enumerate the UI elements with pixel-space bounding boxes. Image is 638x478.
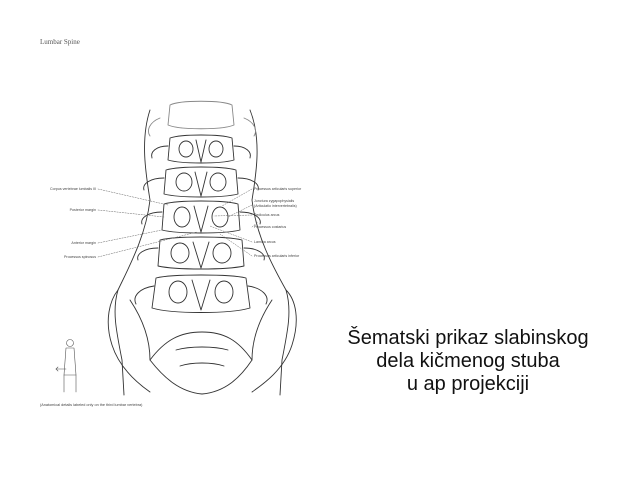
vertebra-l4	[138, 237, 265, 269]
vertebra-top	[148, 101, 255, 136]
label-processus-spinosus: Processus spinosus	[64, 255, 96, 259]
label-lamina-arcus: Lamina arcus	[254, 240, 276, 244]
left-iliac-wing	[108, 290, 150, 392]
slide-caption	[336, 327, 600, 396]
label-processus-articularis-inferior: Processus articularis inferior	[254, 254, 300, 258]
left-outline	[115, 110, 150, 395]
caption-line-2: dela kičmenog stuba	[376, 350, 560, 372]
label-anterior-margin: Anterior margin	[71, 241, 96, 245]
caption-line-3: u ap projekciji	[406, 373, 530, 395]
figure-title: Lumbar Spine	[40, 38, 80, 46]
vertebra-l2	[144, 167, 259, 197]
right-sacroiliac	[252, 300, 272, 360]
label-corpus-vertebrae: Corpus vertebrae lumbalis III	[50, 187, 96, 191]
label-processus-articularis-superior: Processus articularis superior	[254, 187, 302, 191]
figure-note: (Anatomical details labeled only on the third lumbar vertebra)	[40, 403, 143, 407]
label-articulatio-intervertebralis: (Articulatio intervertebralis)	[254, 204, 297, 208]
right-iliac-wing	[252, 290, 296, 392]
vertebra-l5	[135, 275, 267, 313]
left-sacroiliac	[130, 300, 150, 360]
label-posterior-margin: Posterior margin	[69, 208, 96, 212]
reference-figure	[56, 340, 76, 393]
right-outline	[250, 110, 289, 395]
vertebra-l1	[152, 135, 251, 163]
label-junctura-zygapophysialis: Junctura zygapophysialis	[254, 199, 295, 203]
label-processus-costarius: Processus costarius	[254, 225, 287, 229]
caption-line-1: Šematski prikaz slabinskog	[347, 327, 589, 349]
vertebra-l3	[142, 201, 261, 233]
label-pediculus-arcus: Pediculus arcus	[254, 213, 280, 217]
